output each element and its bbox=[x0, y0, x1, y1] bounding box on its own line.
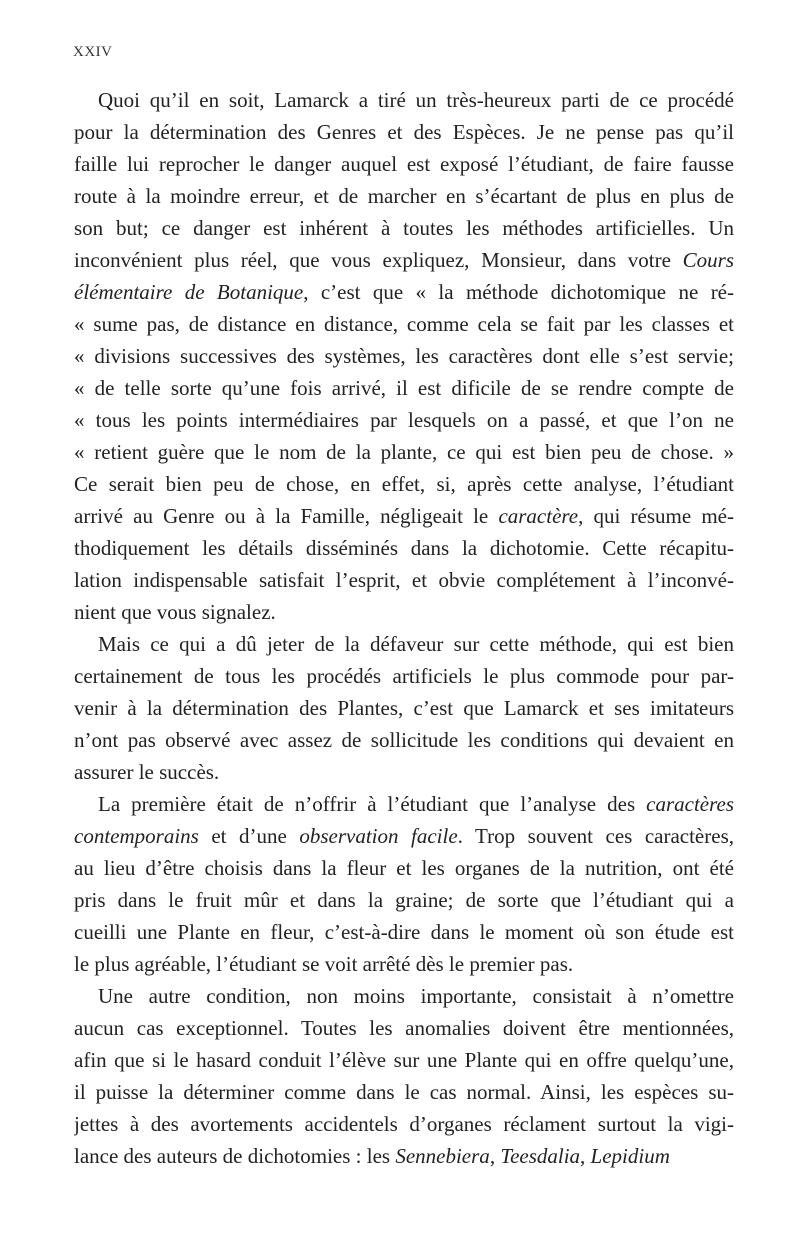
text-line bbox=[74, 372, 734, 404]
page-number: XXIV bbox=[73, 44, 113, 60]
text-line bbox=[74, 116, 734, 148]
text-run: venir à la détermination des Plantes, c’est que Lamarck et ses imitateurs bbox=[74, 696, 734, 720]
text-run: afin que si le hasard conduit l’élève sur une Plante qui en offre quelqu’une, bbox=[74, 1048, 734, 1072]
paragraph bbox=[74, 980, 734, 1172]
text-line bbox=[74, 820, 734, 852]
text-run: au lieu d’être choisis dans la fleur et les organes de la nutrition, ont été bbox=[74, 856, 734, 880]
text-run: arrivé au Genre ou à la Famille, négligeait le bbox=[74, 504, 499, 528]
text-line bbox=[74, 308, 734, 340]
text-line bbox=[74, 84, 734, 116]
text-run: il puisse la déterminer comme dans le cas normal. Ainsi, les espèces su- bbox=[74, 1080, 734, 1104]
text-line bbox=[74, 852, 734, 884]
paragraph bbox=[74, 628, 734, 788]
italic-run: Sennebiera bbox=[395, 1144, 490, 1168]
text-run: route à la moindre erreur, et de marcher en s’écartant de plus en plus de bbox=[74, 184, 734, 208]
text-run: « divisions successives des systèmes, les caractères dont elle s’est servie; bbox=[74, 344, 734, 368]
text-line bbox=[74, 404, 734, 436]
text-run: Une autre condition, non moins importante, consistait à n’omettre bbox=[98, 984, 734, 1008]
text-line bbox=[74, 692, 734, 724]
text-line bbox=[74, 1012, 734, 1044]
text-run: Ce serait bien peu de chose, en effet, si, après cette analyse, l’étudiant bbox=[74, 472, 734, 496]
text-line bbox=[74, 180, 734, 212]
italic-run: caractère bbox=[498, 504, 579, 528]
text-run: son but; ce danger est inhérent à toutes les méthodes artificielles. Un bbox=[74, 216, 734, 240]
text-line bbox=[74, 148, 734, 180]
text-run: La première était de n’offrir à l’étudiant que l’analyse des bbox=[98, 792, 647, 816]
text-run: « sume pas, de distance en distance, comme cela se fait par les classes et bbox=[74, 312, 734, 336]
italic-run: contemporains bbox=[74, 824, 199, 848]
text-run: Quoi qu’il en soit, Lamarck a tiré un très-heureux parti de ce procédé bbox=[98, 88, 734, 112]
text-line bbox=[74, 468, 734, 500]
text-run: pour la détermination des Genres et des Espèces. Je ne pense pas qu’il bbox=[74, 120, 734, 144]
text-run: et d’une bbox=[198, 824, 300, 848]
italic-run: Teesdalia bbox=[500, 1144, 581, 1168]
text-line bbox=[74, 1076, 734, 1108]
italic-run: observation facile bbox=[299, 824, 458, 848]
text-run: lance des auteurs de dichotomies : les bbox=[74, 1144, 396, 1168]
text-run: lation indispensable satisfait l’esprit, et obvie complétement à l’inconvé- bbox=[74, 568, 734, 592]
text-run: le plus agréable, l’étudiant se voit arrêté dès le premier pas. bbox=[74, 952, 574, 976]
text-line bbox=[74, 436, 734, 468]
text-line bbox=[74, 628, 734, 660]
text-run: « de telle sorte qu’une fois arrivé, il est dificile de se rendre compte de bbox=[74, 376, 734, 400]
text-line bbox=[74, 596, 734, 628]
italic-run: Cours bbox=[682, 248, 734, 272]
text-line bbox=[74, 788, 734, 820]
text-line bbox=[74, 1108, 734, 1140]
text-run: « retient guère que le nom de la plante, ce qui est bien peu de chose. » bbox=[74, 440, 734, 464]
text-run: « tous les points intermédiaires par lesquels on a passé, et que l’on ne bbox=[74, 408, 734, 432]
text-run: cueilli une Plante en fleur, c’est-à-dire dans le moment où son étude est bbox=[74, 920, 734, 944]
text-line bbox=[74, 1140, 734, 1172]
text-line bbox=[74, 340, 734, 372]
text-line bbox=[74, 212, 734, 244]
text-run: inconvénient plus réel, que vous expliquez, Monsieur, dans votre bbox=[74, 248, 683, 272]
paragraph bbox=[74, 84, 734, 628]
body-text bbox=[74, 84, 734, 1172]
text-run: . Trop souvent ces caractères, bbox=[457, 824, 734, 848]
italic-run: élémentaire de Botanique bbox=[74, 280, 304, 304]
text-run: Mais ce qui a dû jeter de la défaveur sur cette méthode, qui est bien bbox=[98, 632, 734, 656]
text-line bbox=[74, 276, 734, 308]
text-line bbox=[74, 884, 734, 916]
text-run: faille lui reprocher le danger auquel est exposé l’étudiant, de faire fausse bbox=[74, 152, 734, 176]
text-line bbox=[74, 1044, 734, 1076]
text-line bbox=[74, 948, 734, 980]
italic-run: caractères bbox=[646, 792, 734, 816]
text-line bbox=[74, 660, 734, 692]
text-line bbox=[74, 564, 734, 596]
text-run: n’ont pas observé avec assez de sollicitude les conditions qui devaient en bbox=[74, 728, 734, 752]
text-run: , qui résume mé- bbox=[578, 504, 734, 528]
text-run: thodiquement les détails disséminés dans la dichotomie. Cette récapitu- bbox=[74, 536, 734, 560]
text-run: , bbox=[580, 1144, 591, 1168]
text-line bbox=[74, 532, 734, 564]
text-run: jettes à des avortements accidentels d’organes réclament surtout la vigi- bbox=[74, 1112, 734, 1136]
text-run: , c’est que « la méthode dichotomique ne ré- bbox=[303, 280, 734, 304]
text-line bbox=[74, 756, 734, 788]
text-run: , bbox=[489, 1144, 501, 1168]
text-line bbox=[74, 980, 734, 1012]
italic-run: Lepidium bbox=[590, 1144, 670, 1168]
text-line bbox=[74, 916, 734, 948]
text-run: pris dans le fruit mûr et dans la graine; de sorte que l’étudiant qui a bbox=[74, 888, 734, 912]
text-line bbox=[74, 500, 734, 532]
text-run: aucun cas exceptionnel. Toutes les anomalies doivent être mentionnées, bbox=[74, 1016, 734, 1040]
paragraph bbox=[74, 788, 734, 980]
text-line bbox=[74, 244, 734, 276]
text-line bbox=[74, 724, 734, 756]
text-run: nient que vous signalez. bbox=[74, 600, 276, 624]
text-run: certainement de tous les procédés artificiels le plus commode pour par- bbox=[74, 664, 734, 688]
text-run: assurer le succès. bbox=[74, 760, 220, 784]
